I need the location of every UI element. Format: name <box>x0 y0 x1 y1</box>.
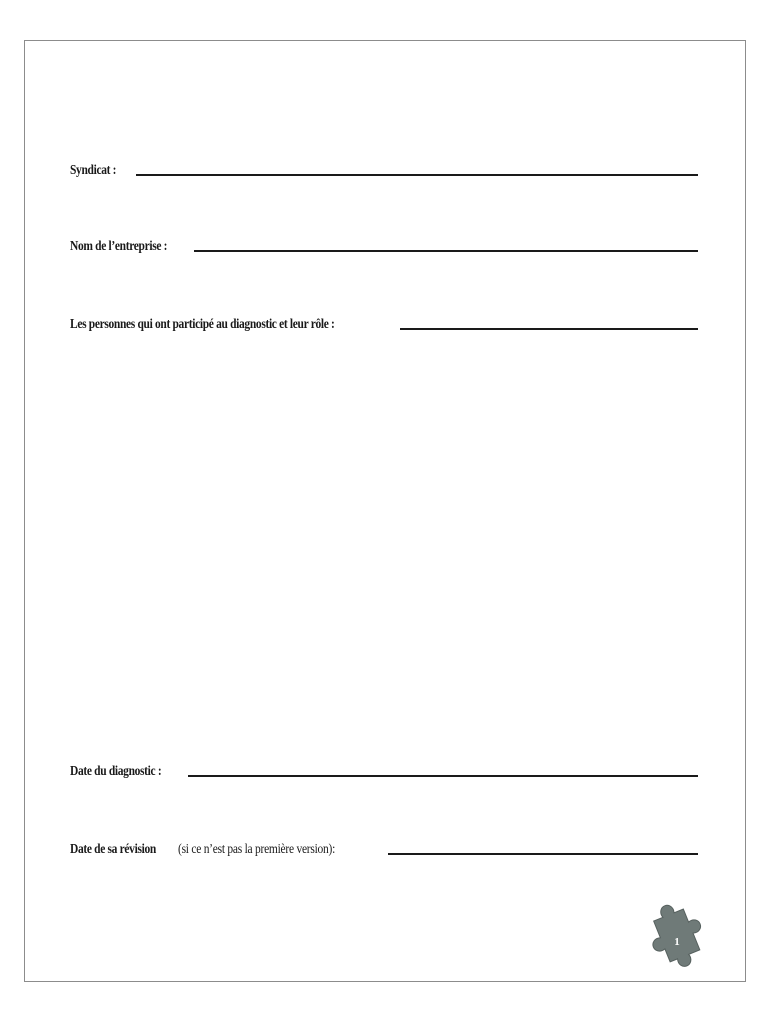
company-name-field <box>70 238 698 256</box>
revision-date-label: Date de sa révision <box>70 842 156 857</box>
diagnostic-date-field <box>70 763 698 781</box>
syndicat-label: Syndicat : <box>70 163 117 178</box>
diagnostic-date-label: Date du diagnostic : <box>70 764 162 779</box>
revision-date-blank-line[interactable] <box>388 843 698 855</box>
company-name-blank-line[interactable] <box>194 240 698 252</box>
syndicat-field <box>70 162 698 180</box>
participants-blank-line[interactable] <box>400 318 698 330</box>
revision-date-field <box>70 841 698 859</box>
participants-field <box>70 316 698 334</box>
company-name-label: Nom de l’entreprise : <box>70 239 168 254</box>
page-number: 1 <box>674 936 680 948</box>
syndicat-blank-line[interactable] <box>136 164 698 176</box>
participants-label: Les personnes qui ont participé au diagnostic et leur rôle : <box>70 317 335 332</box>
diagnostic-date-blank-line[interactable] <box>188 765 698 777</box>
revision-date-note: (si ce n’est pas la première version): <box>178 842 336 857</box>
